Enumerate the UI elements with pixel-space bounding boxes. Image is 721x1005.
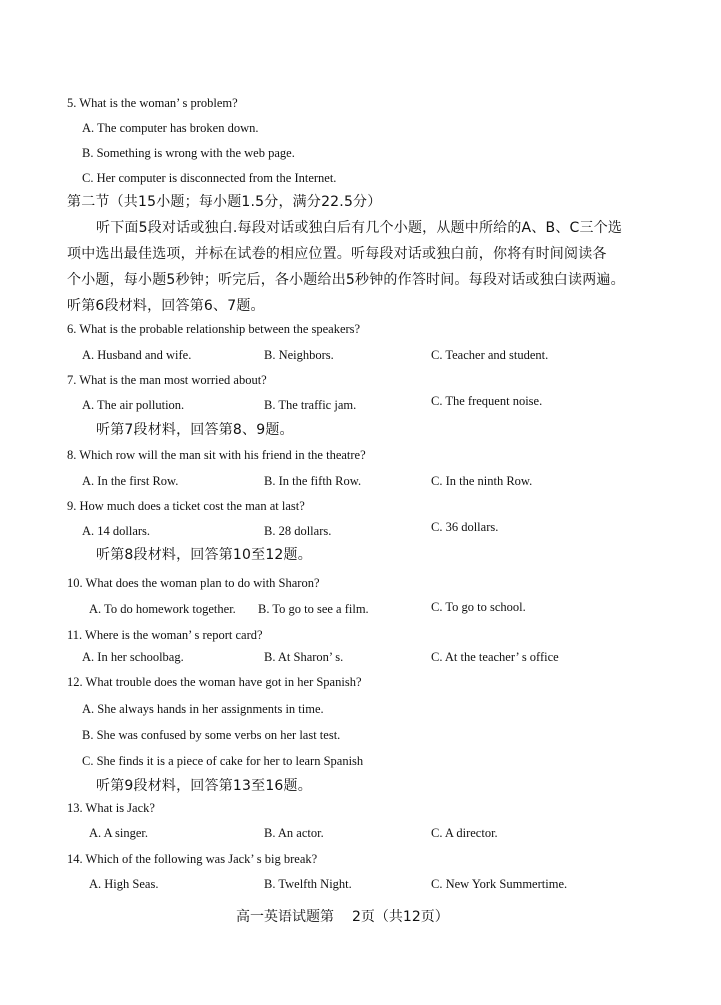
q11-option-b: B. At Sharon’ s. [264, 650, 344, 664]
q6-question: 6. What is the probable relationship between the speakers? [67, 322, 361, 336]
section2-instruction-line2: 项中选出最佳选项，并标在试卷的相应位置。听每段对话或独白前，你将有时间阅读各 [67, 246, 607, 262]
q9-option-a: A. 14 dollars. [82, 524, 151, 538]
q10-option-c: C. To go to school. [431, 600, 526, 614]
section2-instruction-line3: 个小题，每小题5秒钟；听完后，各小题给出5秒钟的作答时间。每段对话或独白读两遍。 [67, 272, 625, 288]
footer-label: 高一英语试题第 [236, 909, 334, 925]
q14-question: 14. Which of the following was Jack’ s big break? [67, 852, 318, 866]
q8-question: 8. Which row will the man sit with his friend in the theatre? [67, 448, 366, 462]
q14-option-a: A. High Seas. [89, 877, 159, 891]
q14-option-c: C. New York Summertime. [431, 877, 568, 891]
q12-option-b: B. She was confused by some verbs on her last test. [82, 728, 341, 742]
q13-option-a: A. A singer. [89, 826, 149, 840]
q5-option-c: C. Her computer is disconnected from the Internet. [82, 171, 337, 185]
material-6-heading: 听第6段材料，回答第6、7题。 [67, 298, 265, 314]
q6-option-b: B. Neighbors. [264, 348, 334, 362]
q6-option-c: C. Teacher and student. [431, 348, 549, 362]
section2-title: 第二节（共15小题；每小题1.5分，满分22.5分） [67, 194, 382, 210]
q5-question: 5. What is the woman’ s problem? [67, 96, 238, 110]
q12-option-c: C. She finds it is a piece of cake for her to learn Spanish [82, 754, 364, 768]
q11-option-a: A. In her schoolbag. [82, 650, 184, 664]
q14-option-b: B. Twelfth Night. [264, 877, 352, 891]
q7-option-a: A. The air pollution. [82, 398, 185, 412]
q9-option-b: B. 28 dollars. [264, 524, 332, 538]
q13-option-b: B. An actor. [264, 826, 324, 840]
material-8-heading: 听第8段材料，回答第10至12题。 [96, 547, 312, 563]
q13-question: 13. What is Jack? [67, 801, 155, 815]
q7-question: 7. What is the man most worried about? [67, 373, 267, 387]
q6-option-a: A. Husband and wife. [82, 348, 192, 362]
q5-option-a: A. The computer has broken down. [82, 121, 259, 135]
material-9-heading: 听第9段材料，回答第13至16题。 [96, 778, 312, 794]
q5-option-b: B. Something is wrong with the web page. [82, 146, 295, 160]
q8-option-a: A. In the first Row. [82, 474, 179, 488]
q10-option-b: B. To go to see a film. [258, 602, 369, 616]
q9-option-c: C. 36 dollars. [431, 520, 499, 534]
q9-question: 9. How much does a ticket cost the man at last? [67, 499, 305, 513]
q10-option-a: A. To do homework together. [89, 602, 236, 616]
q10-question: 10. What does the woman plan to do with Sharon? [67, 576, 320, 590]
q13-option-c: C. A director. [431, 826, 498, 840]
q7-option-c: C. The frequent noise. [431, 394, 543, 408]
q11-question: 11. Where is the woman’ s report card? [67, 628, 263, 642]
q7-option-b: B. The traffic jam. [264, 398, 357, 412]
footer-page-number: 2页（共12页） [352, 909, 449, 925]
section2-instruction-line1: 听下面5段对话或独白.每段对话或独白后有几个小题，从题中所给的A、B、C三个选 [96, 220, 623, 236]
q8-option-c: C. In the ninth Row. [431, 474, 533, 488]
q8-option-b: B. In the fifth Row. [264, 474, 362, 488]
material-7-heading: 听第7段材料，回答第8、9题。 [96, 422, 294, 438]
q11-option-c: C. At the teacher’ s office [431, 650, 559, 664]
q12-option-a: A. She always hands in her assignments in time. [82, 702, 324, 716]
q12-question: 12. What trouble does the woman have got in her Spanish? [67, 675, 362, 689]
